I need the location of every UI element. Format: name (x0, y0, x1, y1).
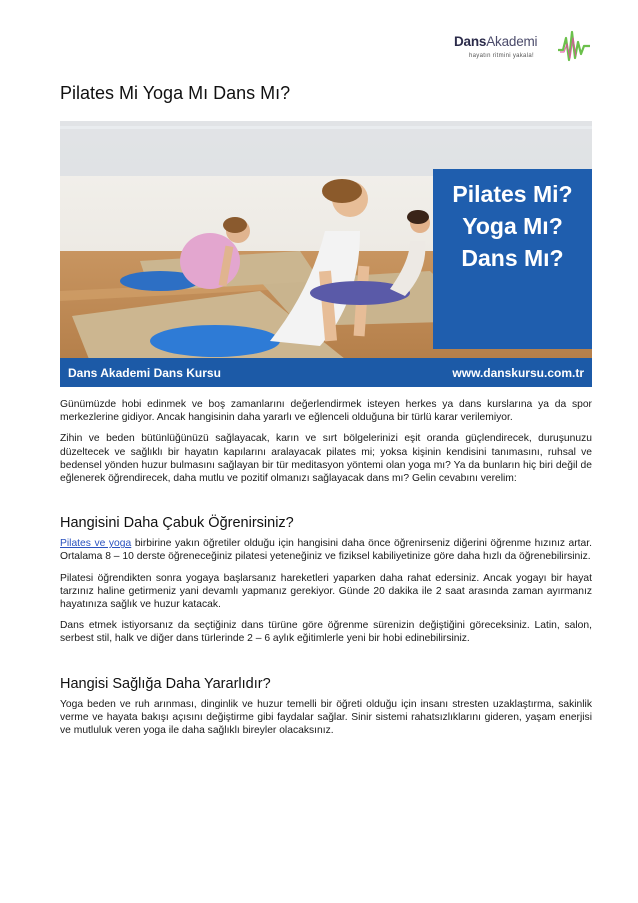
page-title: Pilates Mi Yoga Mı Dans Mı? (60, 83, 291, 103)
promo-line-yoga: Yoga Mı? (462, 213, 563, 239)
pilates-yoga-link[interactable]: Pilates ve yoga (60, 538, 132, 550)
article-body (60, 398, 592, 745)
section-spacer (60, 493, 592, 515)
section-spacer (60, 654, 592, 676)
banner-bottom-bar (60, 358, 592, 387)
section2-paragraph-1: Yoga beden ve ruh arınması, dinginlik ve huzur temelli bir öğreti olduğu için insanı stresten uzaklaştırma, sakinlik verme ve hayata bakışı açısını değiştirme gibi faydalar sağlar. Sinir sistemi rahatsızlıklarını gideren, yaşam enerjisi ve mutluluk veren yoga ile daha sağlıklı bireyler olacaksınız. (60, 698, 592, 737)
logo-tagline: hayatın ritmini yakala! (469, 53, 534, 59)
intro-paragraph-1: Günümüzde hobi edinmek ve boş zamanlarını değerlendirmek isteyen herkes ya dans kurslarına ya da spor merkezlerine gidiyor. Ancak hangisinin daha yararlı ve eğlenceli olduğuna bir türlü karar verilemiyor. (60, 399, 592, 424)
heartbeat-wave-icon (558, 28, 590, 66)
dans-akademi-logo (454, 28, 588, 70)
logo-wordmark (454, 34, 537, 49)
section1-paragraph-1-text: birbirine yakın öğretiler olduğu için hangisini daha önce öğrenirseniz diğerini öğrenme hızınız artar. Ortalama 8 – 10 derste öğreneceğiniz pilatesi yeteneğiniz ve fiziksel kabiliyetinize göre daha hızlı da öğrenebilirsiniz. (60, 538, 592, 563)
section-heading-health: Hangisi Sağlığa Daha Yararlıdır? (60, 675, 271, 692)
section1-paragraph-2: Pilatesi öğrendikten sonra yogaya başlarsanız hareketleri yaparken daha rahat edersiniz. Ancak yogayı bir hayat tarzınız haline getirmeniz yani devamlı yapmanız gerekiyor. Günde 20 dakika ile 2 saat arasında zaman ayırmanız hayatınıza sağlık ve huzur katacak. (60, 572, 592, 611)
banner-course-name: Dans Akademi Dans Kursu (68, 366, 221, 380)
section1-paragraph-3: Dans etmek istiyorsanız da seçtiğiniz dans türüne göre öğrenme sürenizin değiştiğini göreceksiniz. Latin, salon, serbest stil, halk ve diğer dans türlerinde 2 – 6 aylık eğitimlerle yeni bir hobi edinebilirsiniz. (60, 620, 592, 645)
logo-brand-light: Akademi (486, 34, 538, 49)
intro-paragraph-2: Zihin ve beden bütünlüğünüzü sağlayacak, karın ve sırt bölgelerinizi eşit oranda güçlendirecek, duruşunuzu düzeltecek ve sağlıklı bir hayatın kapılarını aralayacak pilates mi; yoksa kişinin kendisini tanımasını, ruhsal ve bedensel yönden huzur bulmasını sağlayan bir tür meditasyon yöntemi olan yoga mı? Ya da bunların hiç biri değil de eğlenerek öğrendirecek, daha mutlu ve pozitif olmanızı sağlayacak dans mı? Gelin cevabını verelim: (60, 433, 592, 485)
hero-banner-image (60, 121, 592, 387)
banner-website: www.danskursu.com.tr (452, 366, 584, 380)
promo-headline-box (433, 169, 592, 349)
logo-brand-bold: Dans (454, 34, 487, 49)
promo-line-pilates: Pilates Mi? (452, 181, 573, 207)
section1-paragraph-1 (60, 537, 592, 563)
promo-line-dans: Dans Mı? (461, 245, 564, 271)
section-heading-learning: Hangisini Daha Çabuk Öğrenirsiniz? (60, 515, 294, 532)
